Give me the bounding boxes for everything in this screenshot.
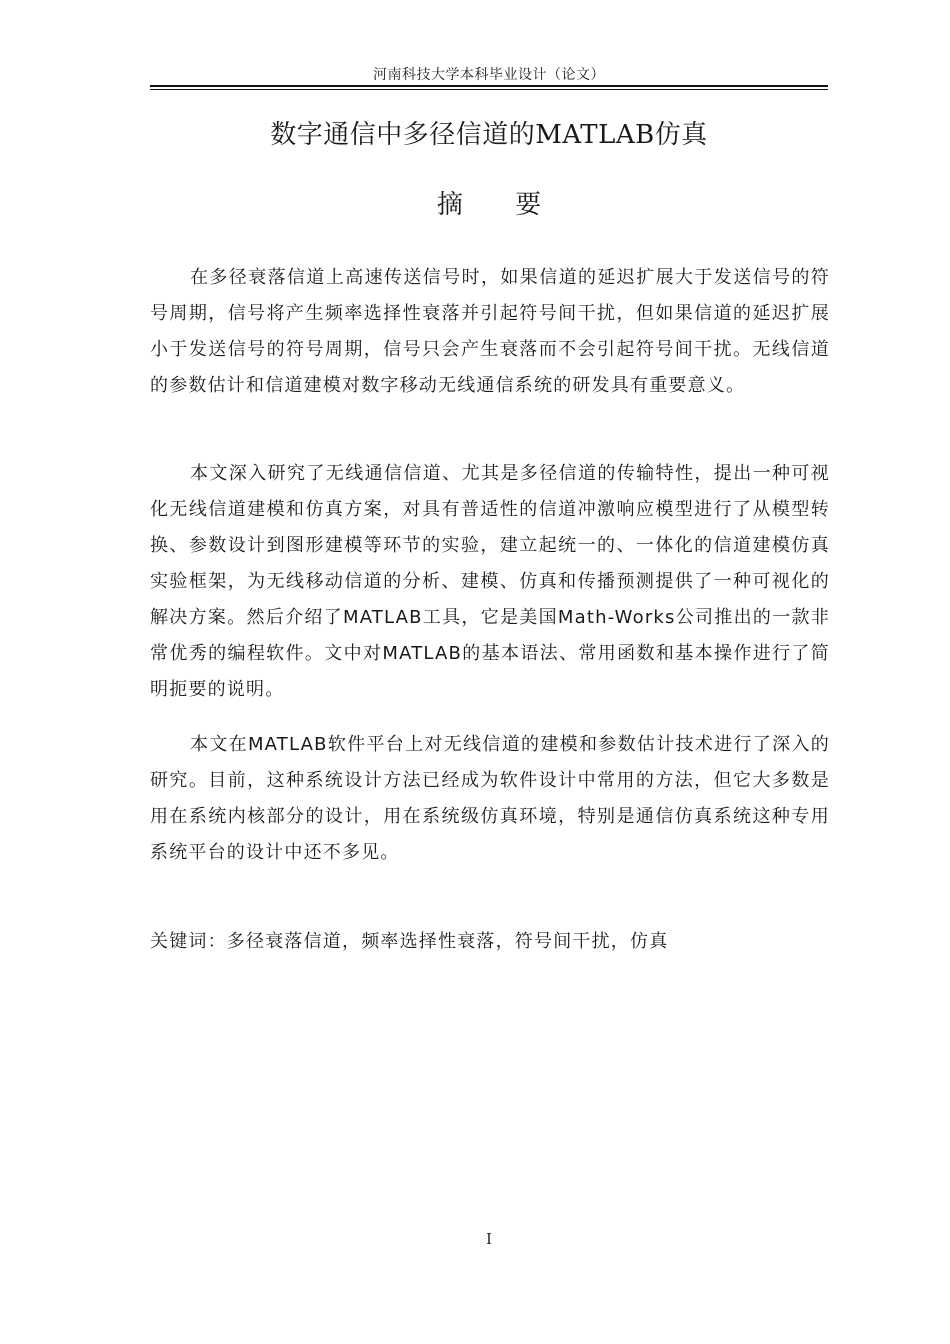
- page-number: I: [486, 1230, 492, 1248]
- abstract-heading: 摘 要: [436, 190, 564, 220]
- running-header: 河南科技大学本科毕业设计（论文）: [373, 67, 605, 83]
- abstract-paragraph-2-block: [150, 456, 830, 708]
- abstract-paragraph: 本文深入研究了无线通信信道、尤其是多径信道的传输特性，提出一种可视化无线信道建模和仿真方案，对具有普适性的信道冲激响应模型进行了从模型转换、参数设计到图形建模等环节的实验，建立起统一的、一体化的信道建模仿真实验框架，为无线移动信道的分析、建模、仿真和传播预测提供了一种可视化的解决方案。然后介绍了MATLAB工具，它是美国Math-Works公司推出的一款非常优秀的编程软件。文中对MATLAB的基本语法、常用函数和基本操作进行了简明扼要的说明。: [150, 463, 830, 700]
- abstract-paragraph: 本文在MATLAB软件平台上对无线信道的建模和参数估计技术进行了深入的研究。目前，这种系统设计方法已经成为软件设计中常用的方法，但它大多数是用在系统内核部分的设计，用在系统级仿真环境，特别是通信仿真系统这种专用系统平台的设计中还不多见。: [150, 734, 830, 863]
- keywords-line: 关键词：多径衰落信道，频率选择性衰落，符号间干扰，仿真: [150, 931, 669, 952]
- header-rule-thick: [150, 85, 828, 87]
- abstract-paragraph: 在多径衰落信道上高速传送信号时，如果信道的延迟扩展大于发送信号的符号周期，信号将产生频率选择性衰落并引起符号间干扰，但如果信道的延迟扩展小于发送信号的符号周期，信号只会产生衰落而不会引起符号间干扰。无线信道的参数估计和信道建模对数字移动无线通信系统的研发具有重要意义。: [150, 267, 830, 396]
- document-title: 数字通信中多径信道的MATLAB仿真: [270, 120, 708, 150]
- abstract-paragraph-1-block: [150, 260, 830, 404]
- abstract-paragraph-3-block: [150, 727, 830, 871]
- header-rule-thin: [150, 89, 828, 90]
